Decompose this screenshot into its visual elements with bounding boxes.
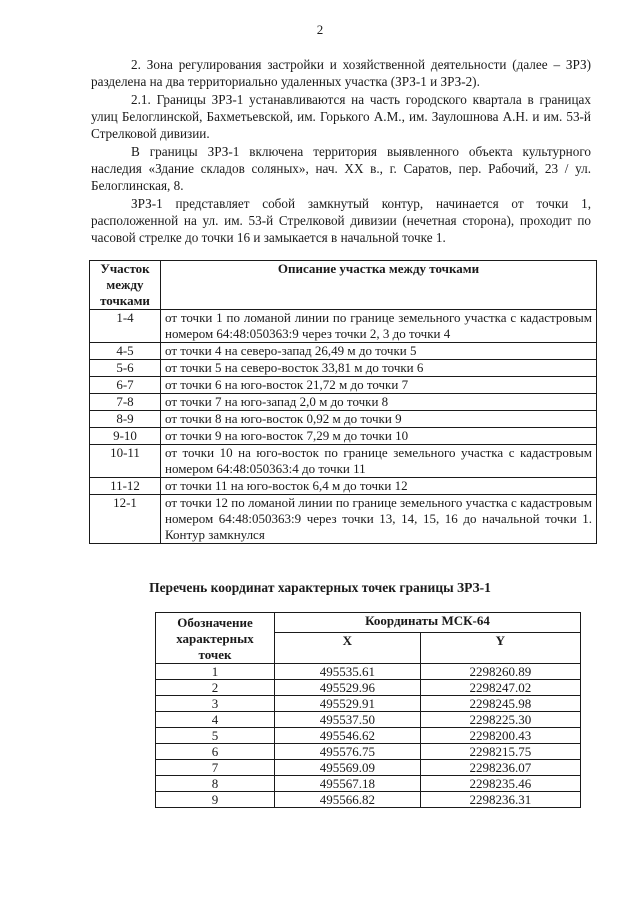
sections-table bbox=[89, 260, 597, 544]
header-y: Y bbox=[420, 633, 580, 664]
coords-cell-y: 2298236.07 bbox=[420, 760, 580, 776]
section-row bbox=[90, 428, 597, 445]
coords-cell-x: 495537.50 bbox=[275, 712, 421, 728]
section-segment: 4-5 bbox=[90, 343, 161, 360]
coords-cell-y: 2298245.98 bbox=[420, 696, 580, 712]
section-segment: 12-1 bbox=[90, 495, 161, 544]
coords-cell-y: 2298225.30 bbox=[420, 712, 580, 728]
page-number: 2 bbox=[316, 22, 324, 37]
section-description: от точки 6 на юго-восток 21,72 м до точки 7 bbox=[161, 377, 597, 394]
coords-cell-point: 1 bbox=[156, 664, 275, 680]
paragraph-zone-definition: 2. Зона регулирования застройки и хозяйственной деятельности (далее – ЗРЗ) разделена на два территориально удаленных участка (ЗРЗ-1 и ЗРЗ-2). bbox=[91, 57, 591, 89]
coords-cell-y: 2298200.43 bbox=[420, 728, 580, 744]
section-segment: 7-8 bbox=[90, 394, 161, 411]
section-segment: 10-11 bbox=[90, 445, 161, 478]
section-description: от точки 10 на юго-восток по границе земельного участка с кадастровым номером 64:48:050363:4 до точки 11 bbox=[161, 445, 597, 478]
coords-cell-point: 7 bbox=[156, 760, 275, 776]
coords-row bbox=[156, 744, 581, 760]
section-row bbox=[90, 411, 597, 428]
coords-table-header bbox=[156, 613, 581, 633]
coords-row bbox=[156, 680, 581, 696]
coords-cell-point: 9 bbox=[156, 792, 275, 808]
section-description: от точки 5 на северо-восток 33,81 м до точки 6 bbox=[161, 360, 597, 377]
header-segment: Участок между точками bbox=[90, 261, 161, 310]
coords-cell-x: 495529.96 bbox=[275, 680, 421, 696]
section-row bbox=[90, 360, 597, 377]
coords-row bbox=[156, 728, 581, 744]
section-description: от точки 4 на северо-запад 26,49 м до точки 5 bbox=[161, 343, 597, 360]
section-row bbox=[90, 495, 597, 544]
section-description: от точки 9 на юго-восток 7,29 м до точки 10 bbox=[161, 428, 597, 445]
section-segment: 1-4 bbox=[90, 310, 161, 343]
coords-row bbox=[156, 664, 581, 680]
section-description: от точки 7 на юго-запад 2,0 м до точки 8 bbox=[161, 394, 597, 411]
paragraph-zrz1-boundaries: 2.1. Границы ЗРЗ-1 устанавливаются на часть городского квартала в границах улиц Белоглинской, Бахметьевской, им. Горького А.М., им. Заулошнова А.Н. и им. 53-й Стрелковой дивизии. bbox=[91, 92, 591, 141]
coords-cell-point: 2 bbox=[156, 680, 275, 696]
coords-table-body bbox=[156, 664, 581, 808]
section-row bbox=[90, 445, 597, 478]
coords-cell-x: 495567.18 bbox=[275, 776, 421, 792]
coords-heading: Перечень координат характерных точек границы ЗРЗ-1 bbox=[149, 580, 491, 595]
coords-cell-point: 4 bbox=[156, 712, 275, 728]
coords-cell-point: 5 bbox=[156, 728, 275, 744]
coords-cell-y: 2298235.46 bbox=[420, 776, 580, 792]
section-description: от точки 8 на юго-восток 0,92 м до точки 9 bbox=[161, 411, 597, 428]
coords-cell-point: 8 bbox=[156, 776, 275, 792]
coords-cell-x: 495529.91 bbox=[275, 696, 421, 712]
paragraph-heritage-object: В границы ЗРЗ-1 включена территория выявленного объекта культурного наследия «Здание складов соляных», нач. XX в., г. Саратов, пер. Рабочий, 23 / ул. Белоглинская, 8. bbox=[91, 144, 591, 193]
section-segment: 9-10 bbox=[90, 428, 161, 445]
coords-cell-point: 6 bbox=[156, 744, 275, 760]
sections-table-header bbox=[90, 261, 597, 310]
coords-cell-y: 2298247.02 bbox=[420, 680, 580, 696]
section-row bbox=[90, 377, 597, 394]
header-x: X bbox=[275, 633, 421, 664]
section-row bbox=[90, 478, 597, 495]
section-description: от точки 11 на юго-восток 6,4 м до точки 12 bbox=[161, 478, 597, 495]
coords-cell-x: 495546.62 bbox=[275, 728, 421, 744]
section-description: от точки 12 по ломаной линии по границе земельного участка с кадастровым номером 64:48:050363:9 через точки 13, 14, 15, 16 до начальной точки 1. Контур замкнулся bbox=[161, 495, 597, 544]
header-coordinate-system: Координаты МСК-64 bbox=[275, 613, 581, 633]
section-row bbox=[90, 343, 597, 360]
section-description: от точки 1 по ломаной линии по границе земельного участка с кадастровым номером 64:48:050363:9 через точки 2, 3 до точки 4 bbox=[161, 310, 597, 343]
coords-cell-point: 3 bbox=[156, 696, 275, 712]
coords-row bbox=[156, 760, 581, 776]
coords-cell-x: 495566.82 bbox=[275, 792, 421, 808]
coords-row bbox=[156, 792, 581, 808]
section-segment: 6-7 bbox=[90, 377, 161, 394]
section-row bbox=[90, 310, 597, 343]
header-description: Описание участка между точками bbox=[161, 261, 597, 310]
coords-cell-x: 495535.61 bbox=[275, 664, 421, 680]
body-text bbox=[91, 56, 591, 246]
coords-row bbox=[156, 696, 581, 712]
coords-cell-x: 495576.75 bbox=[275, 744, 421, 760]
coords-cell-y: 2298215.75 bbox=[420, 744, 580, 760]
section-segment: 11-12 bbox=[90, 478, 161, 495]
coords-cell-y: 2298260.89 bbox=[420, 664, 580, 680]
coords-cell-y: 2298236.31 bbox=[420, 792, 580, 808]
coords-table bbox=[155, 612, 581, 808]
paragraph-contour: ЗРЗ-1 представляет собой замкнутый контур, начинается от точки 1, расположенной на ул. им. 53-й Стрелковой дивизии (нечетная сторона), проходит по часовой стрелке до точки 16 и замыкается в начальной точке 1. bbox=[91, 196, 591, 245]
header-point: Обозначение характерных точек bbox=[156, 613, 275, 664]
section-segment: 5-6 bbox=[90, 360, 161, 377]
coords-row bbox=[156, 712, 581, 728]
coords-cell-x: 495569.09 bbox=[275, 760, 421, 776]
section-row bbox=[90, 394, 597, 411]
coords-row bbox=[156, 776, 581, 792]
sections-table-body bbox=[90, 310, 597, 544]
section-segment: 8-9 bbox=[90, 411, 161, 428]
